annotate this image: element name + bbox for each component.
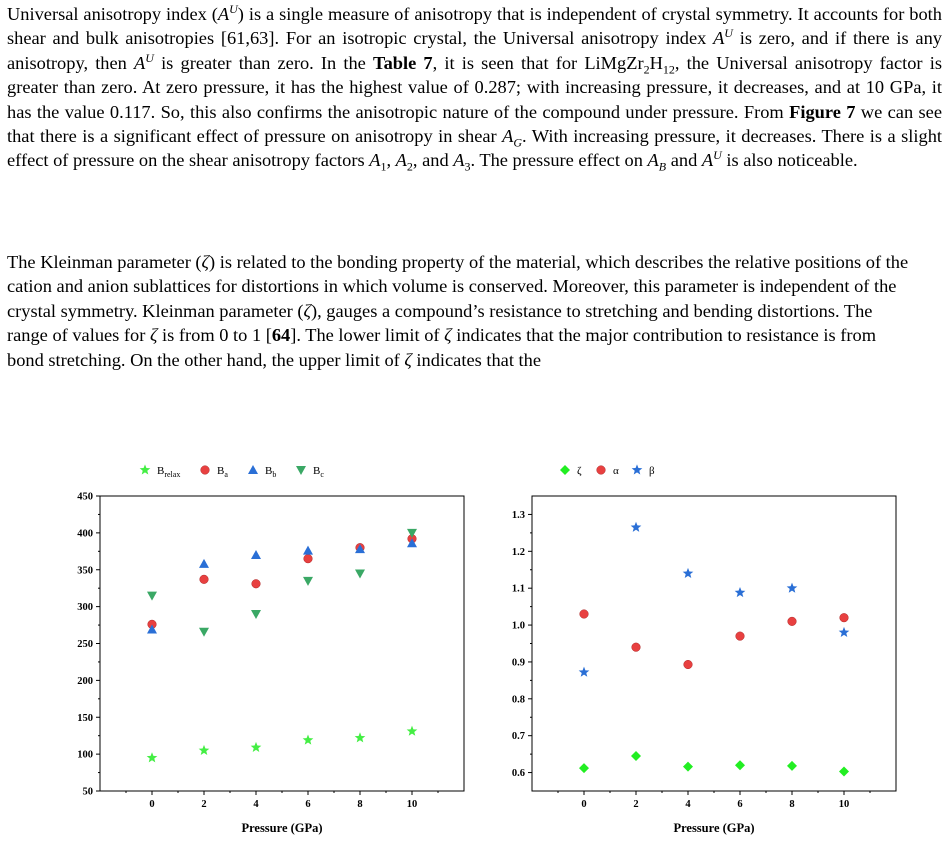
data-point (251, 550, 261, 559)
y-tick-label: 1.1 (511, 583, 525, 595)
data-point (407, 726, 418, 736)
legend-item (140, 464, 181, 479)
data-point (147, 752, 158, 762)
data-point (304, 554, 313, 563)
y-tick-label: 150 (77, 712, 93, 724)
y-tick-label: 400 (77, 528, 93, 540)
y-tick-label: 0.9 (511, 657, 525, 669)
data-point (631, 522, 642, 532)
reference-64: 64 (271, 325, 291, 346)
data-point (252, 579, 261, 588)
data-point (199, 628, 209, 637)
x-tick-label: 8 (357, 799, 363, 810)
data-point (684, 660, 693, 669)
data-point (788, 617, 797, 626)
plot-frame (532, 496, 896, 791)
x-tick-label: 0 (581, 799, 587, 810)
x-tick-label: 4 (685, 799, 691, 810)
legend-marker (632, 464, 643, 474)
y-tick-label: 450 (77, 491, 93, 503)
legend-label: $B_c$ (313, 465, 324, 479)
legend-label: $B_{relax}$ (157, 465, 181, 479)
data-point (839, 766, 849, 776)
data-point (735, 587, 746, 597)
paragraph-anisotropy: Universal anisotropy index $(A^U)$ is a single measure of anisotropy that is independent of crystal symmetry. It accounts for both shear and bulk anisotropies [61,63]. For an isotropic crystal, the Universal anisotropy index $A^U$ is zero, and if there is any anisotropy, then $A^U$ is greater than zero. In the Table 7, it is seen that for $LiMgZr_2H_{12}$, the Universal anisotropy factor is greater than zero. At zero pressure, it has the highest value of 0.287; with increasing pressure, it decreases, and at 10 GPa, it has the value 0.117. So, this also confirms the anisotropic nature of the compound under pressure. From Figure 7 we can see that there is a significant effect of pressure on anisotropy in shear $A_G$. With increasing pressure, it decreases. There is a slight effect of pressure on the shear anisotropy factors $A_1$, $A_2$, and $A_3$. The pressure effect on $A_B$ and $A^U$ is also noticeable. (7, 1, 943, 175)
y-tick-label: 0.6 (511, 768, 525, 780)
data-point (683, 762, 693, 772)
legend-marker (597, 466, 606, 475)
x-tick-label: 8 (789, 799, 795, 810)
paragraph-kleinman: The Kleinman parameter (ζ) is related to the bonding property of the material, which describes the relative positions of the cation and anion sublattices for distortions in which volume is conserved. Moreover, this parameter is independent of the crystal symmetry. Kleinman parameter (ζ), gauges a compound’s resistance to stretching and bending distortions. The range of values for ζ is from 0 to 1 [64]. The lower limit of ζ indicates that the major contribution to resistance is from bond stretching. On the other hand, the upper limit of ζ indicates that the (7, 252, 909, 370)
y-tick-label: 300 (77, 602, 93, 614)
figure-reference: Figure 7 (789, 101, 856, 122)
data-point (631, 751, 641, 761)
y-tick-label: 350 (77, 565, 93, 577)
legend-label: β (649, 465, 655, 477)
legend-item (632, 464, 655, 477)
y-tick-label: 50 (82, 786, 93, 798)
x-tick-label: 2 (633, 799, 639, 810)
data-point (579, 763, 589, 773)
y-tick-label: 1.0 (511, 620, 525, 632)
legend-marker (560, 465, 570, 475)
y-tick-label: 0.8 (511, 694, 525, 706)
data-point (840, 613, 849, 622)
data-point (251, 610, 261, 619)
data-point (579, 667, 590, 677)
legend-label: $B_a$ (217, 465, 228, 479)
table-reference: Table 7 (373, 52, 433, 73)
legend-label: $B_b$ (265, 465, 277, 479)
data-point (199, 559, 209, 568)
legend-item (296, 465, 324, 479)
data-point (303, 735, 314, 745)
data-point (787, 583, 798, 593)
data-point (147, 592, 157, 601)
x-tick-label: 4 (253, 799, 259, 810)
data-point (200, 575, 209, 584)
y-tick-label: 250 (77, 639, 93, 650)
x-axis-label: Pressure (GPa) (241, 821, 323, 835)
data-point (355, 569, 365, 578)
x-tick-label: 10 (838, 799, 850, 810)
legend-marker (248, 465, 258, 474)
data-point (736, 632, 745, 641)
x-tick-label: 6 (737, 799, 743, 810)
data-point (683, 568, 694, 578)
legend-label: ζ (577, 465, 582, 477)
legend-item (597, 465, 619, 477)
legend-label: α (613, 465, 619, 477)
data-point (632, 643, 641, 652)
y-tick-label: 1.2 (511, 546, 525, 558)
data-point (199, 745, 210, 755)
y-tick-label: 100 (77, 749, 93, 761)
data-point (303, 546, 313, 555)
x-tick-label: 10 (406, 799, 418, 810)
legend-marker (296, 466, 306, 475)
legend-item (560, 465, 582, 477)
bulk-modulus-chart (60, 458, 470, 843)
x-tick-label: 2 (201, 799, 207, 810)
legend-marker (201, 466, 210, 475)
legend-marker (140, 464, 151, 474)
data-point (839, 627, 850, 637)
data-point (355, 732, 366, 742)
data-point (735, 760, 745, 770)
x-tick-label: 0 (149, 799, 155, 810)
legend-item (201, 465, 229, 479)
legend-item (248, 465, 276, 479)
data-point (251, 742, 262, 752)
kleinman-alpha-beta-chart (490, 458, 900, 843)
x-axis-label: Pressure (GPa) (673, 821, 755, 835)
data-point (580, 610, 589, 619)
data-point (303, 577, 313, 586)
y-tick-label: 200 (77, 675, 93, 687)
data-point (787, 761, 797, 771)
y-tick-label: 0.7 (511, 731, 525, 743)
y-tick-label: 1.3 (511, 509, 525, 521)
x-tick-label: 6 (305, 799, 311, 810)
